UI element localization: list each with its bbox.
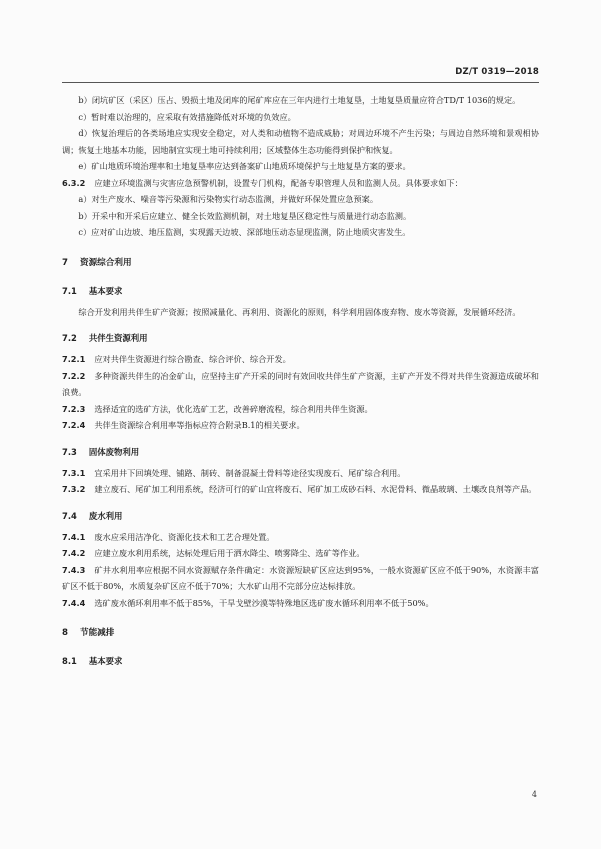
clause-7-2-4 (62, 417, 539, 434)
clause-text: 应对共伴生资源进行综合勘查、综合评价、综合开发。 (94, 354, 291, 364)
clause-text: 共伴生资源综合利用率等指标应符合附录B.1的相关要求。 (94, 420, 305, 430)
clause-number: 7.4.2 (62, 548, 86, 558)
item-b-land-reclamation: b）闭坑矿区（采区）压占、毁损土地及闭库的尾矿库应在三年内进行土地复垦，土地复垦质量应符合TD/T 1036的规定。 (78, 95, 521, 105)
standard-code-header: DZ/T 0319—2018 (455, 67, 539, 77)
section-number: 8 (62, 628, 68, 638)
item-d-restoration-sites: d）恢复治理后的各类场地应实现安全稳定，对人类和动植物不造成威胁；对周边环境不产生污染；与周边自然环境和景观相协调；恢复土地基本功能，因地制宜实现土地可持续利用；区域整体生态功能得到保护和恢复。 (62, 128, 539, 155)
clause-7-4-1 (62, 529, 539, 546)
clause-7-4-3 (62, 562, 539, 595)
item-6-3-2-a: a）对生产废水、噪音等污染源和污染物实行动态监测，并做好环保处置应急预案。 (78, 194, 379, 204)
section-8-heading (62, 625, 539, 641)
paragraph-7-1: 综合开发利用共伴生矿产资源；按照减量化、再利用、资源化的原则，科学利用固体废弃物、废水等资源，发展循环经济。 (78, 306, 521, 317)
clause-number: 7.4.3 (62, 564, 86, 575)
clause-number: 7.4.1 (62, 531, 86, 542)
subsection-7-3-heading (62, 444, 539, 460)
clause-number: 7.3.2 (62, 484, 86, 494)
clause-7-3-1 (62, 465, 539, 482)
clause-number: 7.2.1 (62, 354, 86, 364)
clause-7-2-1 (62, 351, 539, 368)
subsection-7-4-heading (62, 508, 539, 524)
item-6-3-2-c: c）应对矿山边坡、地压监测，实现露天边坡、深部地压动态显现监测，防止地质灾害发生。 (78, 227, 411, 237)
item-6-3-2-b: b）开采中和开采后应建立、健全长效监测机制，对土地复垦区稳定性与质量进行动态监测。 (78, 210, 412, 221)
clause-7-2-3 (62, 401, 539, 418)
subsection-title: 共伴生资源利用 (88, 333, 148, 343)
clause-number: 7.2.3 (62, 403, 86, 414)
clause-7-3-2 (62, 481, 539, 498)
subsection-number: 7.1 (62, 285, 77, 296)
clause-7-4-2 (62, 545, 539, 562)
section-number: 7 (62, 257, 68, 268)
clause-7-2-2 (62, 368, 539, 401)
subsection-title: 基本要求 (88, 656, 123, 666)
section-title: 节能减排 (79, 628, 115, 638)
subsection-title: 固体废物利用 (88, 446, 140, 457)
subsection-number: 7.4 (62, 510, 77, 521)
clause-text: 废水应采用洁净化、资源化技术和工艺合理处置。 (94, 531, 275, 542)
clause-7-4-4 (62, 595, 539, 612)
subsection-number: 7.3 (62, 446, 77, 457)
clause-text: 矿井水利用率应根据不同水资源赋存条件确定：水资源短缺矿区应达到95%，一般水资源矿区应不低于90%，水资源丰富矿区不低于80%，水质复杂矿区应不低于70%；大水矿山用不完部分应达标排放。 (62, 564, 539, 591)
clause-text: 宜采用井下回填处理、铺路、制砖、制备混凝土骨料等途径实现废石、尾矿综合利用。 (94, 467, 406, 478)
subsection-number: 8.1 (62, 656, 77, 666)
section-title: 资源综合利用 (79, 257, 132, 268)
clause-number: 7.2.2 (62, 370, 86, 381)
subsection-title: 基本要求 (88, 285, 123, 296)
clause-text: 选择适宜的选矿方法，优化选矿工艺，改善碎磨流程，综合利用共伴生资源。 (94, 403, 373, 414)
clause-text: 建立废石、尾矿加工利用系统，经济可行的矿山宜将废石、尾矿加工成砂石料、水泥骨料、微晶玻璃、土壤改良剂等产品。 (94, 484, 537, 494)
clause-text: 多种资源共伴生的冶金矿山，应坚持主矿产开采的同时有效回收共伴生矿产资源，主矿产开发不得对共伴生资源造成破坏和浪费。 (62, 370, 539, 397)
subsection-7-2-heading (62, 330, 539, 346)
clause-6-3-2 (62, 175, 539, 192)
subsection-number: 7.2 (62, 333, 77, 343)
clause-text: 应建立废水利用系统，达标处理后用于洒水降尘、喷雾降尘、选矿等作业。 (94, 548, 365, 558)
clause-text: 选矿废水循环利用率不低于85%，干旱戈壁沙漠等特殊地区选矿废水循环利用率不低于50%。 (94, 597, 434, 608)
subsection-title: 废水利用 (88, 510, 123, 521)
clause-number: 6.3.2 (62, 177, 86, 188)
clause-number: 7.4.4 (62, 597, 86, 608)
clause-text: 应建立环境监测与灾害应急预警机制，设置专门机构，配备专职管理人员和监测人员。具体要求如下： (94, 177, 463, 188)
clause-number: 7.2.4 (62, 420, 86, 430)
header-rule (62, 82, 539, 83)
section-7-heading (62, 255, 539, 271)
item-e-treatment-rate: e）矿山地质环境治理率和土地复垦率应达到备案矿山地质环境保护与土地复垦方案的要求。 (78, 161, 411, 171)
page-content (62, 92, 539, 674)
subsection-8-1-heading (62, 653, 539, 669)
subsection-7-1-heading (62, 283, 539, 299)
clause-number: 7.3.1 (62, 467, 86, 478)
item-c-negative-effects: c）暂时难以治理的，应采取有效措施降低对环境的负效应。 (78, 111, 296, 122)
page-number: 4 (531, 790, 537, 799)
